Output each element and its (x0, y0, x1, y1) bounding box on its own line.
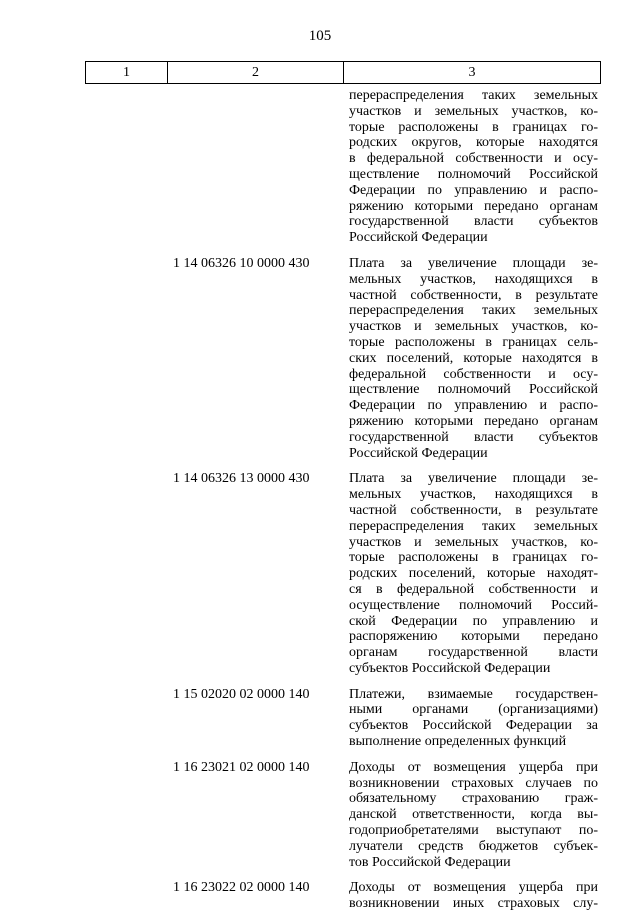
description-line: государственной власти субъектов (349, 429, 598, 445)
description-line: федеральной собственности и осу- (349, 366, 598, 382)
description-line: Платежи, взимаемые государствен- (349, 686, 598, 702)
classification-code (167, 88, 349, 246)
column-1-cell (85, 687, 167, 750)
column-1-cell (85, 471, 167, 676)
revenue-description (349, 88, 598, 246)
description-line: ществление полномочий Российской (349, 166, 598, 182)
description-line: участков и земельных участков, ко- (349, 103, 598, 119)
column-1-cell (85, 760, 167, 871)
revenue-description (349, 256, 598, 461)
description-line: родских округов, которые находятся (349, 135, 598, 151)
description-line: Российской Федерации (349, 230, 488, 246)
description-line: Российской Федерации (349, 445, 488, 461)
description-line: Федерации по управлению и распо- (349, 182, 598, 198)
description-line: мельных участков, находящихся в (349, 271, 598, 287)
classification-code: 1 14 06326 10 0000 430 (173, 255, 310, 271)
description-line: ществление полномочий Российской (349, 382, 598, 398)
revenue-description (349, 471, 598, 676)
description-line: торые расположены в границах сель- (349, 334, 598, 350)
description-line: ся в федеральной собственности и (349, 581, 598, 597)
classification-code: 1 16 23021 02 0000 140 (173, 759, 310, 775)
header-column-1: 1 (86, 62, 168, 83)
description-line: мельных участков, находящихся в (349, 487, 598, 503)
description-line: распоряжению которыми передано (349, 629, 598, 645)
page-number: 105 (308, 28, 332, 44)
description-line: ряжению которыми передано органам (349, 198, 598, 214)
description-line: осуществление полномочий Россий- (349, 597, 598, 613)
description-line: родских поселений, которые находят- (349, 566, 598, 582)
description-line: в федеральной собственности и осу- (349, 151, 598, 167)
classification-code: 1 16 23022 02 0000 140 (173, 880, 310, 896)
description-line: Доходы от возмещения ущерба при (349, 759, 598, 775)
table-row (85, 760, 601, 871)
table-row (85, 256, 601, 461)
description-line: торые расположены в границах го- (349, 550, 598, 566)
description-line: Доходы от возмещения ущерба при (349, 880, 598, 896)
description-line: субъектов Российской Федерации за (349, 718, 598, 734)
description-line: органам государственной власти (349, 645, 598, 661)
description-line: субъектов Российской Федерации (349, 660, 551, 676)
column-1-cell (85, 88, 167, 246)
column-1-cell (85, 880, 167, 912)
table-row (85, 471, 601, 676)
description-line: лучатели средств бюджетов субъек- (349, 838, 598, 854)
description-line: торые расположены в границах го- (349, 119, 598, 135)
description-line: перераспределения таких земельных (349, 88, 598, 103)
table-row (85, 88, 601, 246)
description-line: участков и земельных участков, ко- (349, 319, 598, 335)
description-line: Плата за увеличение площади зе- (349, 471, 598, 487)
classification-code: 1 15 02020 02 0000 140 (173, 686, 310, 702)
table-row (85, 880, 601, 912)
description-line: выполнение определенных функций (349, 734, 567, 750)
description-line: ских поселений, которые находятся в (349, 350, 598, 366)
description-line: частной собственности, в результате (349, 287, 598, 303)
description-line: тов Российской Федерации (349, 854, 511, 870)
description-line: участков и земельных участков, ко- (349, 534, 598, 550)
description-line: ской Федерации по управлению и (349, 613, 598, 629)
description-line: ряжению которыми передано органам (349, 413, 598, 429)
description-line: обязательному страхованию граж- (349, 791, 598, 807)
description-line: возникновении иных страховых слу- (349, 896, 598, 912)
table-row (85, 687, 601, 750)
description-line: ными органами (организациями) (349, 702, 598, 718)
description-line: перераспределения таких земельных (349, 518, 598, 534)
header-column-2: 2 (168, 62, 344, 83)
description-line: перераспределения таких земельных (349, 303, 598, 319)
description-line: данской ответственности, когда вы- (349, 807, 598, 823)
description-line: возникновении страховых случаев по (349, 775, 598, 791)
description-line: частной собственности, в результате (349, 502, 598, 518)
table-body (85, 88, 601, 922)
revenue-description (349, 760, 598, 871)
description-line: Плата за увеличение площади зе- (349, 255, 598, 271)
classification-code: 1 14 06326 13 0000 430 (173, 471, 310, 487)
header-column-3: 3 (468, 65, 476, 80)
table-header (85, 61, 601, 84)
column-1-cell (85, 256, 167, 461)
revenue-description (349, 687, 598, 750)
description-line: государственной власти субъектов (349, 214, 598, 230)
description-line: годоприобретателями выступают по- (349, 823, 598, 839)
description-line: Федерации по управлению и распо- (349, 398, 598, 414)
revenue-description (349, 880, 598, 912)
